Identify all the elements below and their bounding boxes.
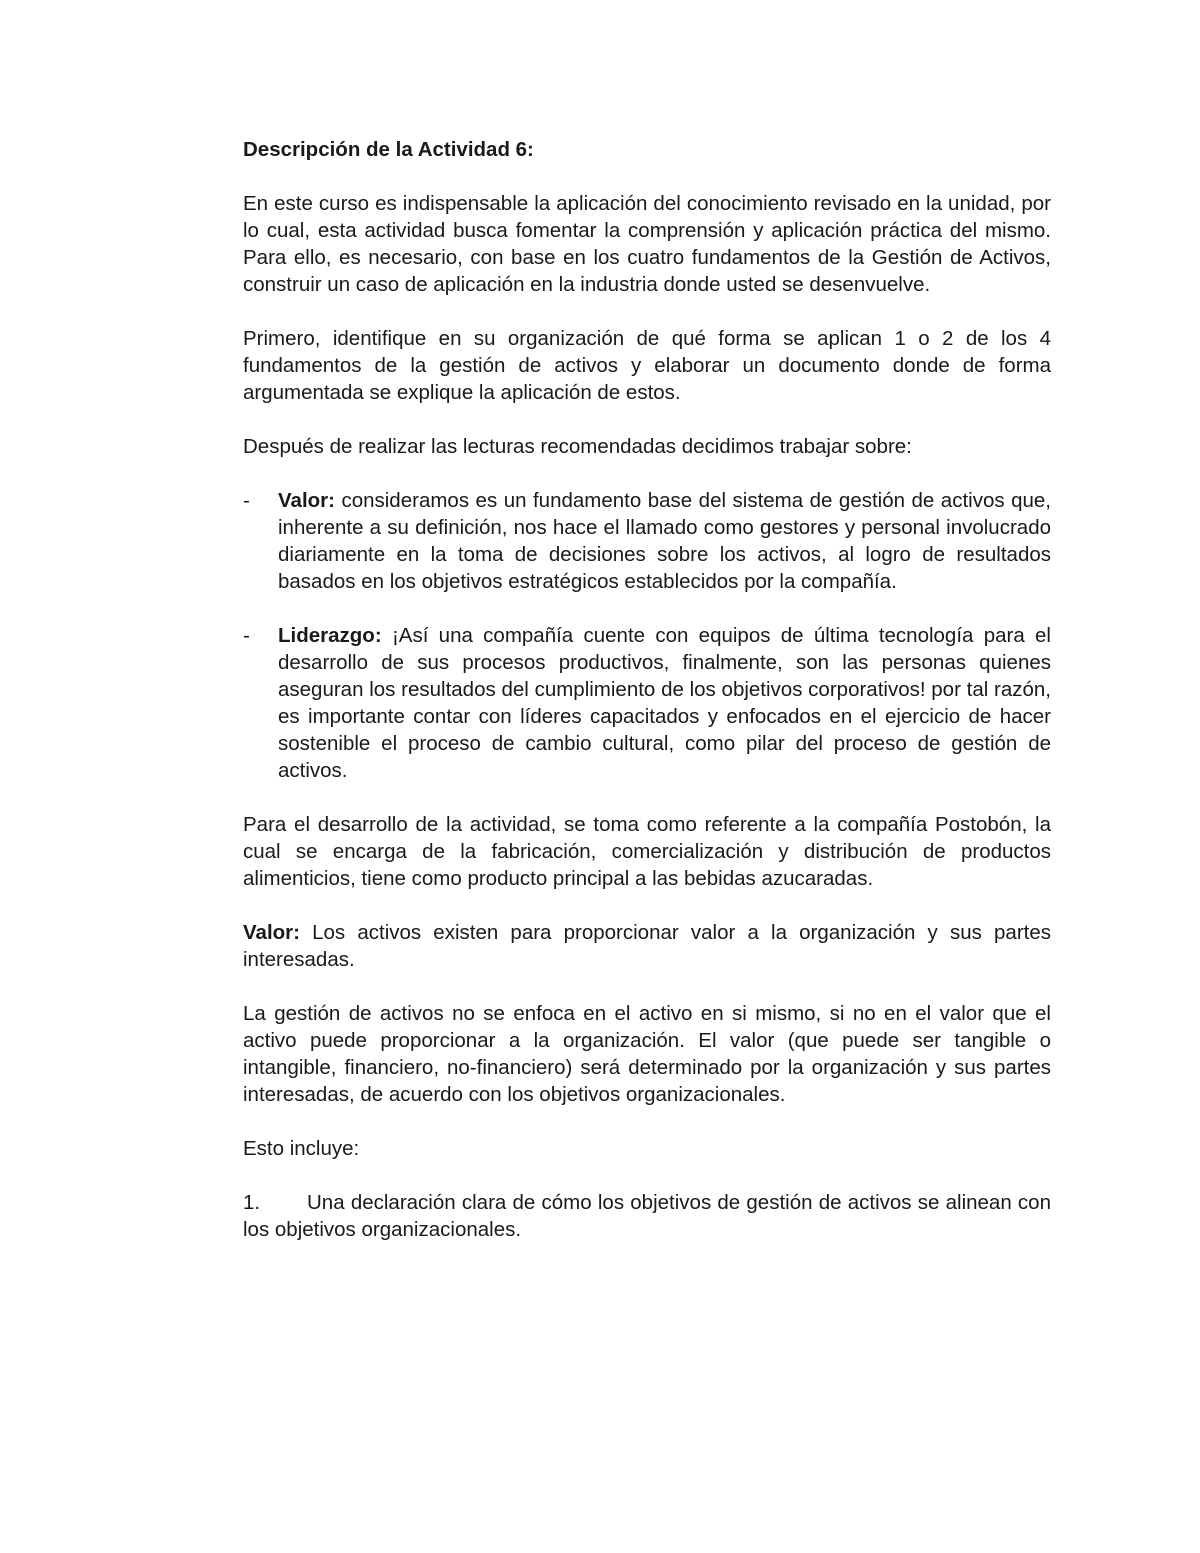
- instruction-paragraph: Primero, identifique en su organización de qué forma se aplican 1 o 2 de los 4 fundamentos de la gestión de activos y elaborar un documento donde de forma argumentada se explique la aplicación de estos.: [243, 327, 1051, 404]
- value-label: Valor:: [243, 921, 300, 944]
- bullet-dash: -: [243, 624, 250, 647]
- bullet-item-liderazgo: [243, 622, 1051, 784]
- item-text: Una declaración clara de cómo los objetivos de gestión de activos se alinean con los objetivos organizacionales.: [243, 1191, 1051, 1241]
- bullet-item-valor: [243, 487, 1051, 595]
- bullet-label: Valor:: [278, 489, 335, 512]
- company-paragraph: Para el desarrollo de la actividad, se toma como referente a la compañía Postobón, la cual se encarga de la fabricación, comercialización y distribución de productos alimenticios, tiene como producto principal a las bebidas azucaradas.: [243, 813, 1051, 890]
- value-paragraph: [243, 919, 1051, 973]
- bullet-text: consideramos es un fundamento base del sistema de gestión de activos que, inherente a su definición, nos hace el llamado como gestores y personal involucrado diariamente en la toma de decisiones sobre los activos, al logro de resultados basados en los objetivos estratégicos establecidos por la compañía.: [278, 489, 1051, 593]
- item-number: 1.: [243, 1191, 261, 1214]
- includes-label: Esto incluye:: [243, 1137, 360, 1160]
- document-heading: Descripción de la Actividad 6:: [243, 138, 534, 161]
- bullet-dash: -: [243, 489, 250, 512]
- bullet-label: Liderazgo:: [278, 624, 382, 647]
- numbered-item: [243, 1189, 1051, 1243]
- value-text: Los activos existen para proporcionar valor a la organización y sus partes interesadas.: [243, 921, 1051, 971]
- document-page: [243, 136, 1051, 1243]
- bullet-text: ¡Así una compañía cuente con equipos de última tecnología para el desarrollo de sus procesos productivos, finalmente, son las personas quienes aseguran los resultados del cumplimiento de los objetivos corporativos! por tal razón, es importante contar con líderes capacitados y enfocados en el ejercicio de hacer sostenible el proceso de cambio cultural, como pilar del proceso de gestión de activos.: [278, 624, 1051, 782]
- choice-intro-paragraph: Después de realizar las lecturas recomendadas decidimos trabajar sobre:: [243, 435, 912, 458]
- value-detail-paragraph: La gestión de activos no se enfoca en el activo en si mismo, si no en el valor que el activo puede proporcionar a la organización. El valor (que puede ser tangible o intangible, financiero, no-financiero) será determinado por la organización y sus partes interesadas, de acuerdo con los objetivos organizacionales.: [243, 1002, 1051, 1106]
- intro-paragraph: En este curso es indispensable la aplicación del conocimiento revisado en la unidad, por lo cual, esta actividad busca fomentar la comprensión y aplicación práctica del mismo. Para ello, es necesario, con base en los cuatro fundamentos de la Gestión de Activos, construir un caso de aplicación en la industria donde usted se desenvuelve.: [243, 192, 1051, 296]
